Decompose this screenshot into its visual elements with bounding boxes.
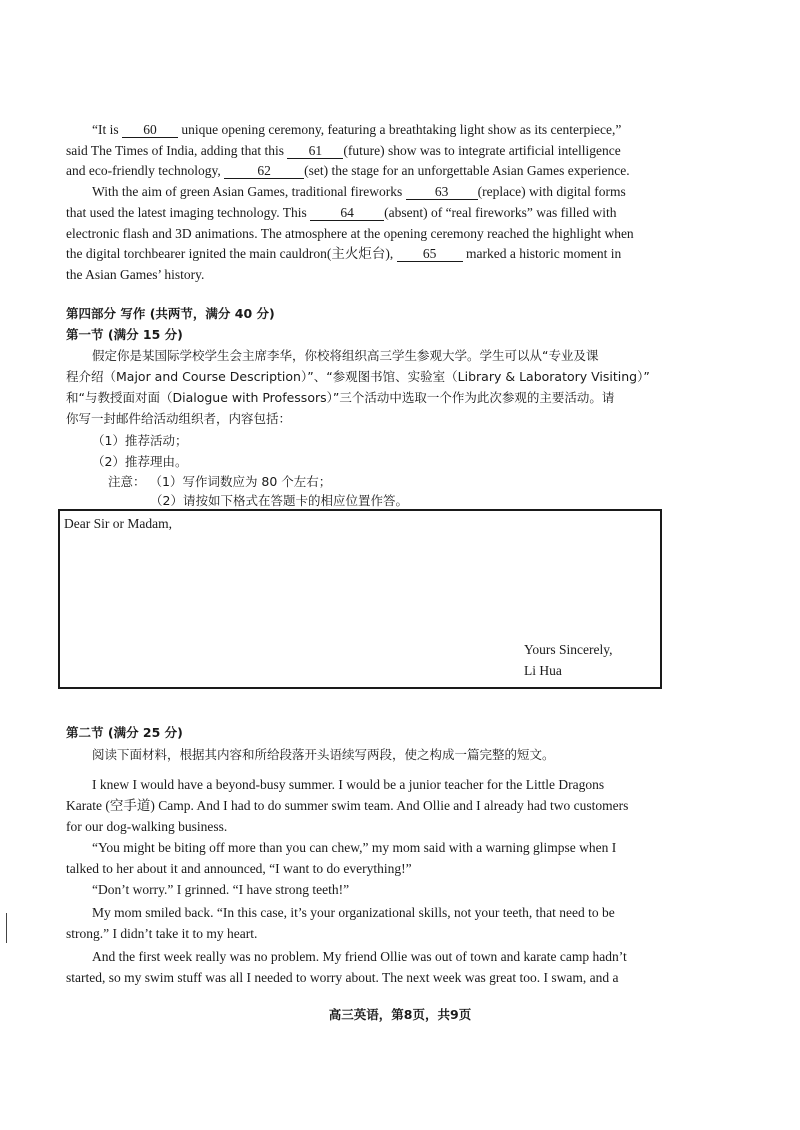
cloze-p2-line2: that used the latest imaging technology. This 64 (absent) of “real fireworks” was filled with xyxy=(66,205,617,220)
story-line: Karate (空手道) Camp. And I had to do summer swim team. And Ollie and I already had two customers xyxy=(66,798,629,813)
letter-answer-box[interactable] xyxy=(58,509,662,689)
blank-61[interactable]: 61 xyxy=(287,143,343,159)
section1-item1: （1）推荐活动； xyxy=(92,433,188,448)
cloze-p2-line4: the digital torchbearer ignited the main cauldron(主火炬台), 65 marked a historic moment in xyxy=(66,246,622,261)
section1-prompt-line2: 程介绍（Major and Course Description）”、“参观图书馆、实验室（Library & Laboratory Visiting）” xyxy=(66,369,650,384)
story-line: started, so my swim stuff was all I needed to worry about. The next week was great too. I swam, and a xyxy=(66,970,619,985)
cloze-p2-line5: the Asian Games’ history. xyxy=(66,267,205,282)
cloze-p1-line2: said The Times of India, adding that this 61 (future) show was to integrate artificial intelligence xyxy=(66,143,621,158)
story-line: “Don’t worry.” I grinned. “I have strong teeth!” xyxy=(92,882,350,897)
section2-instruction: 阅读下面材料，根据其内容和所给段落开头语续写两段，使之构成一篇完整的短文。 xyxy=(92,747,555,762)
part4-title: 第四部分 写作 (共两节，满分 40 分) xyxy=(66,306,275,321)
letter-closing: Yours Sincerely, xyxy=(524,642,613,657)
blank-62[interactable]: 62 xyxy=(224,163,304,179)
story-line: “You might be biting off more than you can chew,” my mom said with a warning glimpse when I xyxy=(92,840,617,855)
cloze-p2-line3: electronic flash and 3D animations. The atmosphere at the opening ceremony reached the highlight when xyxy=(66,226,634,241)
story-line: And the first week really was no problem. My friend Ollie was out of town and karate camp hadn’t xyxy=(92,949,627,964)
section2-title: 第二节 (满分 25 分) xyxy=(66,725,183,740)
blank-64[interactable]: 64 xyxy=(310,205,384,221)
story-line: I knew I would have a beyond-busy summer. I would be a junior teacher for the Little Dragons xyxy=(92,777,605,792)
margin-mark xyxy=(6,913,7,943)
story-line: talked to her about it and announced, “I want to do everything!” xyxy=(66,861,412,876)
cloze-p1-line1: “It is 60 unique opening ceremony, featuring a breathtaking light show as its centerpiece,” xyxy=(92,122,622,137)
letter-signature: Li Hua xyxy=(524,663,562,678)
story-line: strong.” I didn’t take it to my heart. xyxy=(66,926,258,941)
section1-item2: （2）推荐理由。 xyxy=(92,454,188,469)
cloze-p1-line3: and eco-friendly technology, 62 (set) the stage for an unforgettable Asian Games experience. xyxy=(66,163,630,178)
section1-note-line2: （2）请按如下格式在答题卡的相应位置作答。 xyxy=(150,493,408,508)
section1-prompt-line1: 假定你是某国际学校学生会主席李华，你校将组织高三学生参观大学。学生可以从“专业及课 xyxy=(92,348,599,363)
cloze-p2-line1: With the aim of green Asian Games, traditional fireworks 63 (replace) with digital forms xyxy=(92,184,626,199)
page-footer: 高三英语，第8页，共9页 xyxy=(328,1007,472,1022)
section1-note-line1: 注意： （1）写作词数应为 80 个左右； xyxy=(108,474,332,489)
story-line: for our dog-walking business. xyxy=(66,819,228,834)
section1-prompt-line4: 你写一封邮件给活动组织者，内容包括： xyxy=(66,411,292,426)
story-line: My mom smiled back. “In this case, it’s your organizational skills, not your teeth, that need to be xyxy=(92,905,615,920)
blank-65[interactable]: 65 xyxy=(397,246,463,262)
section1-prompt-line3: 和“与教授面对面（Dialogue with Professors）”三个活动中选取一个作为此次参观的主要活动。请 xyxy=(66,390,615,405)
blank-60[interactable]: 60 xyxy=(122,122,178,138)
letter-greeting: Dear Sir or Madam, xyxy=(64,516,172,531)
section1-title: 第一节 (满分 15 分) xyxy=(66,327,183,342)
blank-63[interactable]: 63 xyxy=(406,184,478,200)
